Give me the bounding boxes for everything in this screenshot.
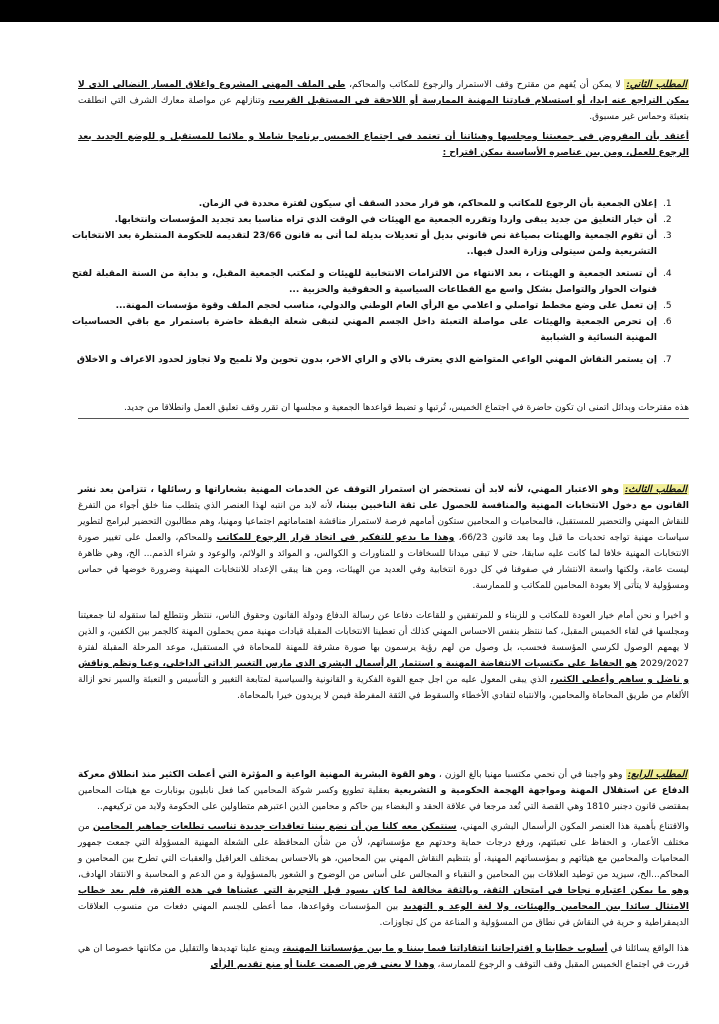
section-two-paragraph-1: المطلب الثاني: لا يمكن أن يُفهم من مقترح وقف الاستمرار والرجوع للمكاتب والمحاكم، طي الملف المهني المشروع واغلاق المسار النضالي الذي لا يمكن التراجع عنه ابدا، أو استسلام قيادتنا المهنية الممارسة أو اللاحقة في المستقبل القريب، وتنازلهم عن مواصلة معارك الشرف التي انطلقت بتعبئة وحماس غير مسبوق.	[78, 79, 689, 122]
proposal-item: 5. إن تعمل على وضع مخطط تواصلي و اعلامي مع الرأي العام الوطني والدولي، مناسب لحجم الملف وقوة مؤسسات المهنة...	[115, 301, 672, 311]
section-two	[78, 77, 689, 161]
section-four	[78, 767, 689, 973]
proposals-list	[72, 196, 679, 368]
section-four-paragraph-3: هذا الواقع يسائلنا في أسلوب خطابنا و اقتراحاتنا انتقاداتنا فيما بيننا و ما بين مؤسساتنا المهنية، ويمنع علينا تهديدها والتقليل من مكانتها خصوصا ان هي قررت في اجتماع الخميس المقبل وقف التوقف و الرجوع للممارسة، وهذا لا يعني فرض الصمت علينا أو منع تقديم الرأي	[78, 944, 689, 970]
section-three-heading: المطلب الثالث:	[624, 484, 687, 495]
proposal-item: 3. أن تقوم الجمعية والهيئات بصياغة نص قانوني بديل أو تعديلات بديلة لما أتى به قانون 23/66 لتقديمه للحكومة المنتظرة بعد الانتخابات التشريعية ولمن سيتولى وزارة العدل فيها..	[72, 231, 672, 257]
section-two-heading: المطلب الثاني:	[626, 79, 687, 90]
proposal-item: 4. أن تستعد الجمعية و الهيئات ، بعد الانتهاء من الالتزامات الانتخابية للهيئات و لمكتب الجمعية المقبل، و بداية من السنة المقبلة لفتح قنوات الحوار والتواصل بشكل واسع مع القطاعات السياسية و الحقوقية والحزبية ...	[72, 269, 672, 295]
section-two-paragraph-2: أعتقد بأن المفروض في جمعيتنا ومجلسها وهيئاتنا أن تعتمد في اجتماع الخميس برنامجا شاملا و ملائما للمستقبل و للوضع الجديد بعد الرجوع للعمل، ومن بين عناصره الأساسية يمكن اقتراح :	[78, 132, 689, 158]
proposal-item: 2. أن خيار التعليق من جديد يبقى واردا وتقرره الجمعية مع الهيئات في الوقت الذي تراه مناسبا بعد تجديد المؤسسات وانتخابها.	[114, 215, 672, 225]
proposal-item: 1. إعلان الجمعية بأن الرجوع للمكاتب و للمحاكم، هو قرار محدد السقف أي سيكون لفترة محددة في الزمان.	[198, 199, 672, 209]
section-three	[78, 482, 689, 704]
section-three-paragraph-2: و اخيرا و نحن أمام خيار العودة للمكاتب و للزبناء و للمرتفقين و للقاعات دفاعا عن رسالة الدفاع ودولة القانون وحقوق الناس، ننتظر ونتطلع لما ستقوله لنا جمعيتنا ومجلسها في لقاء الخميس المقبل، كما ننتظر بنفس الاحساس المهني كذلك أن تعطينا الانتخابات المقبلة قيادات مهنية ممن يحملون المهنة كالجمر بين الكفين، و الذين لا يهمهم الوصول لكرسي المؤسسة فحسب، بل وصول من لهم رؤية يرسمون بها صورة مشرفة للمهنة للمحاماة في المستقبل، موعد المرحلة المقبلة لفترة 2029/2027 هو الحفاظ على مكتسبات الانتفاضة المهنية و استثمار الرأسمال البشري الذي مارس التغيير الذاتي الداخلي، وعيا ونظم وناقش و ناضل و ساهم وأعطى الكثير، الذي يبقى المعول عليه من اجل جمع القوة الفكرية و القانونية والسياسية لمتابعة التغيير و التأسيس و التعبئة والسير نحو ازالة الألغام من طريق المحاماة والمحامين، والانتباه لتفادي الأخطاء والسقوط في الثقة المفرطة فيمن لا يريدون خيرا بالمحاماة.	[78, 611, 690, 701]
section-two-closing: هذه مقترحات وبدائل اتمنى ان تكون حاضرة في اجتماع الخميس، تُرتبها و تضبط قواعدها الجمعية و مجلسها ان تقرر وقف تعليق العمل وانطلاقا من جديد.	[78, 400, 689, 419]
section-four-paragraph-2: والاقتناع بأهمية هذا العنصر المكون الرأسمال البشري المهني، سنتمكن معه كلنا من أن نضع بيننا تعاقدات جديدة تناسب تطلعات جماهير المحامين من مختلف الأعمار، و الحفاظ على تعبئتهم، ورفع درجات حماية وحدتهم مع مؤسساتهم، لأن من شأن المحافظة على الشعلة المهنية المسؤولة التي جمعت جمهور المحاميات والمحامين مع هيئاتهم و بمؤسساتهم المهنية، أو بتنظيم النقاش المهني بين المحامين، هو بالاحساس بمختلف العراقيل والعقبات التي تطرح بين المحامين و المحاكم...الخ، سيزيد من توطيد العلاقات بين المحامين و النقباء و المجالس على أساس من الوضوح و الشعور بالمسؤولية و من الدعم و المحاسبة و الانتقاد الهادف، وهو ما يمكن اعتباره نجاحا في امتحان الثقة، وبالثقة مخالفة لما كان يسود قبل التجربة التي عشناها في هذه الفترة، فلم يعد خطاب الامتثال سائدا بين المحامين والهيئات، ولا لغة الوعد و التهديد بين المؤسسات وقواعدها، مما أعطى للجسم المهني دفعات من منسوب العلاقات الديمقراطية و حرية في النقاش في نطاق من المسؤولية و المناعة من كل تجاوزات.	[78, 822, 689, 928]
proposal-item: 7. إن يستمر النقاش المهني الواعي المتواضع الذي يعترف بالاي و الراي الاخر، بدون تحوين ولا تلميح ولا تجاوز لحدود الاعراف و الاخلاق	[76, 355, 672, 365]
section-four-paragraph-1: المطلب الرابع: وهو واجبنا في أن نحمي مكتسبا مهنيا بالغ الوزن ، وهو القوة البشرية المهنية الواعية و المؤثرة التي أعطت الكثير منذ انطلاق معركة الدفاع عن استقلال المهنة ومواجهة الهجمة الحكومية و التشريعية بعقلية تطويع وكسر شوكة المحامين كما فعل نابليون بونابارت مع هيئات المحامين بمقتضى قانون دجنبر 1810 وهي القصة التي تُعد مرجعا في علاقة الحقد و البغضاء بين حاكم و محامين الذين اعتبرهم متطاولين على الحكومة ولابد من تركيعهم..	[78, 769, 689, 812]
document-page	[0, 22, 719, 1024]
section-four-heading: المطلب الرابع:	[627, 769, 687, 780]
top-black-bar	[0, 0, 719, 22]
proposal-item: 6. إن تحرص الجمعية والهيئات على مواصلة التعبئة داخل الجسم المهني لتبقى شعلة اليقظة حاضرة باستمرار مع باقي الحساسيات المهنية النسائية و الشبابية	[72, 317, 672, 343]
section-three-paragraph-1: المطلب الثالث: وهو الاعتبار المهني، لأنه لابد أن نستحضر ان استمرار التوقف عن الخدمات المهنية بشعاراتها و رسائلها ، تتزامن بعد نشر القانون مع دخول الانتخابات المهنية والمنافسة للحصول على ثقة الناخبين بيننا، لأنه لابد من انتبه لهذا العنصر الذي يتطلب منا خلق أجواء من التفرغ للنقاش المهني والتحضير للمستقبل، فالمحاميات و المحامين ستكون أمامهم فرصة لاستمرار مناقشة اهتماماتهم اجتماعيا ومهنيا، وهم مطالبون التحضير لبرامج لتطوير سياسات مهنية تواجه تحديات ما قبل وما بعد قانون 66/23، وهذا ما يدعو للتفكير في اتخاذ قرار الرجوع للمكاتب وللمحاكم، والعمل على تغيير صورة الانتخابات المهنية خلافا لما كانت عليه سابقا، حتى لا تبقى ميدانا للسخافات و للمناورات و الكوالس، و الموائد و الولائم، والوعود و شراء الذمم... الخ، وهي ظاهرة ليست عامة، ولكنها واسعة الانتشار في صفوفنا في كل دورة انتخابية وفي العديد من الهيئات، ومن هنا يبقى الإعداد للانتخابات المهنية وضرورة خوضها في حماس ومسؤولية لا يتأتى إلا بعودة المحامين للمكاتب و للممارسة.	[78, 484, 690, 591]
